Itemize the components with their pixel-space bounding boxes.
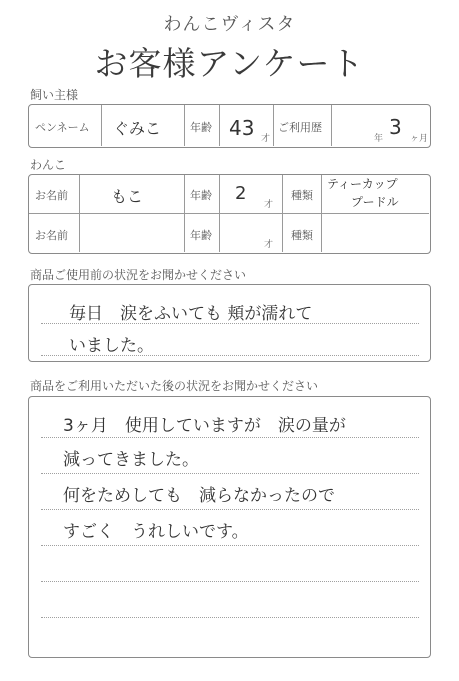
- divider: [184, 105, 185, 146]
- dog-name-value[interactable]: もこ: [111, 187, 144, 206]
- dog-info-box: [28, 174, 431, 254]
- answer-line: すごく うれしいです。: [63, 522, 249, 542]
- penname-label: ペンネーム: [35, 121, 90, 134]
- usage-history-label: ご利用歴: [278, 121, 322, 134]
- dog-name-label: お名前: [35, 189, 68, 202]
- divider: [321, 175, 322, 252]
- ruled-line: [41, 437, 419, 438]
- usage-value[interactable]: 3: [389, 115, 402, 139]
- before-section-label: 商品ご使用前の状況をお聞かせください: [30, 268, 247, 282]
- ruled-line: [41, 473, 419, 474]
- ruled-line: [41, 545, 419, 546]
- divider: [282, 175, 283, 252]
- answer-line: 3ヶ月 使用していますが 涙の量が: [63, 416, 346, 436]
- dog-age-label: 年齢: [190, 189, 212, 202]
- answer-line: いました。: [69, 336, 154, 356]
- dog-breed-line1[interactable]: ティーカップ: [327, 177, 398, 191]
- dog-age-value[interactable]: 2: [235, 183, 247, 204]
- dog-section-label: わんこ: [30, 158, 67, 172]
- dog-breed-line2[interactable]: プードル: [351, 195, 399, 209]
- dog-breed-label: 種類: [291, 229, 313, 242]
- divider: [101, 105, 102, 146]
- answer-line: 毎日 涙をふいても 頬が濡れて: [69, 304, 313, 324]
- ruled-line: [41, 509, 419, 510]
- ruled-line: [41, 617, 419, 618]
- ruled-line: [41, 323, 419, 324]
- ruled-line: [41, 355, 419, 356]
- ruled-line: [41, 581, 419, 582]
- divider: [273, 105, 274, 146]
- divider: [331, 105, 332, 146]
- owner-section-label: 飼い主様: [30, 88, 79, 102]
- survey-title: お客様アンケート: [94, 44, 365, 83]
- owner-age-value[interactable]: 43: [229, 116, 255, 140]
- divider: [219, 105, 220, 146]
- owner-info-box: [28, 104, 431, 148]
- before-answer-box[interactable]: [28, 284, 431, 362]
- usage-year-unit: 年: [374, 134, 384, 144]
- divider: [219, 175, 220, 252]
- dog-age-unit: 才: [264, 240, 274, 250]
- owner-age-label: 年齢: [190, 121, 212, 134]
- penname-value[interactable]: ぐみこ: [113, 119, 162, 138]
- divider: [184, 175, 185, 252]
- survey-subtitle: わんこヴィスタ: [163, 14, 296, 35]
- dog-breed-label: 種類: [291, 189, 313, 202]
- dog-name-label: お名前: [35, 229, 68, 242]
- dog-age-unit: 才: [264, 200, 274, 210]
- answer-line: 減ってきました。: [63, 450, 199, 470]
- answer-line: 何をためしても 減らなかったので: [63, 486, 335, 506]
- dog-age-label: 年齢: [190, 229, 212, 242]
- divider: [79, 175, 80, 252]
- after-answer-box[interactable]: [28, 396, 431, 658]
- owner-age-unit: 才: [261, 134, 271, 144]
- divider: [29, 213, 429, 214]
- usage-month-unit: ヶ月: [410, 134, 429, 144]
- after-section-label: 商品をご利用いただいた後の状況をお聞かせください: [30, 379, 319, 393]
